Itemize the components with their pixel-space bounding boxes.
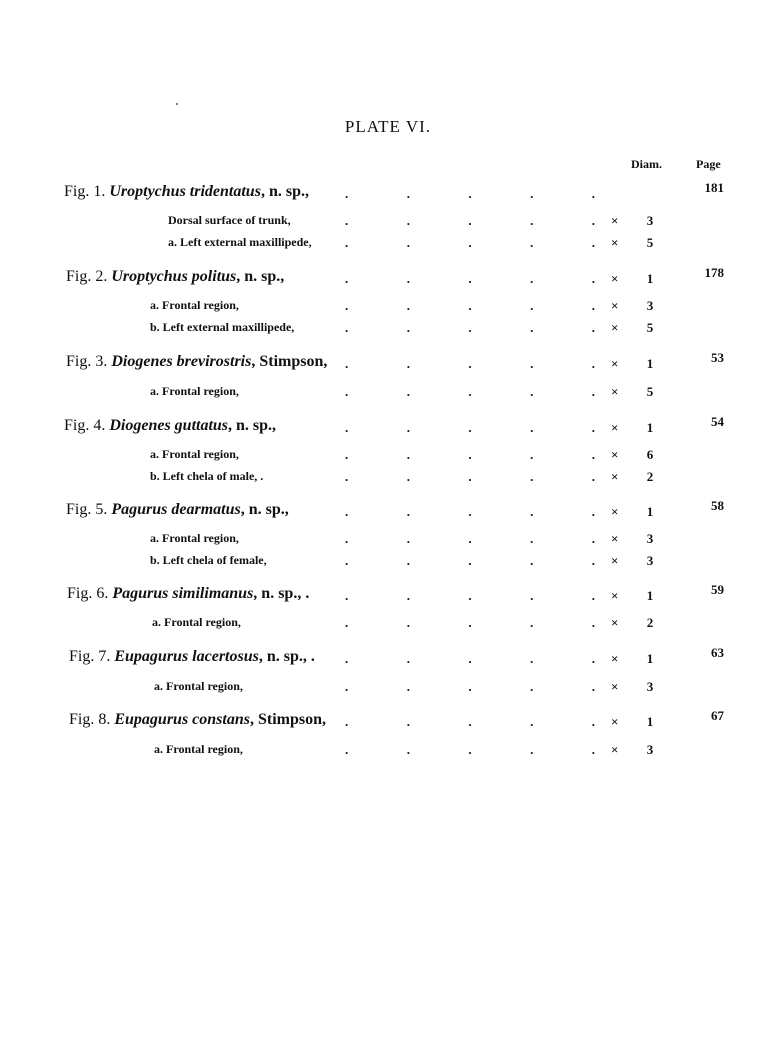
leader-dots [345,651,595,667]
times-symbol: × [611,213,619,228]
leader-dot: . [591,271,595,286]
leader-dots [345,213,595,229]
diameter-value: 6 [646,447,654,462]
leader-dot: . [530,186,534,201]
figure-label [69,648,315,666]
leader-dot: . [530,615,534,630]
times-symbol: × [611,320,619,335]
leader-dots [345,504,595,520]
figure-number: Fig. 6. [67,585,109,602]
leader-dots [345,679,595,695]
page-number: 67 [711,708,724,723]
leader-dots [345,235,595,251]
leader-dot: . [591,651,595,666]
leader-dot: . [530,235,534,250]
leader-dot: . [345,714,349,729]
plate-title: PLATE VI. [344,117,432,136]
times-symbol: × [611,553,619,568]
diameter-value: 5 [646,320,654,335]
leader-dot: . [406,298,410,313]
species-author: , n. sp., [260,183,309,200]
times-symbol: × [611,615,619,630]
page-speck [176,103,178,105]
leader-dot: . [591,615,595,630]
species-author: , n. sp., [228,417,277,434]
leader-dot: . [468,504,472,519]
figure-number: Fig. 1. [64,183,106,200]
species-author: , n. sp., [236,268,285,285]
leader-dot: . [406,235,410,250]
diameter-value: 3 [646,298,654,313]
leader-dot: . [345,588,349,603]
leader-dot: . [406,469,410,484]
subfigure-row [0,553,776,575]
leader-dot: . [468,356,472,371]
subfigure-row [0,235,776,257]
figure-number: Fig. 4. [64,417,106,434]
species-author: , Stimpson, [249,711,326,728]
times-symbol: × [611,588,619,603]
leader-dot: . [468,553,472,568]
leader-dot: . [345,356,349,371]
leader-dot: . [406,447,410,462]
subfigure-label: b. Left chela of male, . [150,469,264,483]
leader-dot: . [591,213,595,228]
times-symbol: × [611,531,619,546]
leader-dot: . [406,320,410,335]
species-name: Eupagurus lacertosus [114,648,259,665]
leader-dot: . [591,384,595,399]
leader-dot: . [406,213,410,228]
leader-dot: . [591,531,595,546]
figure-row [0,414,776,442]
leader-dots [345,469,595,485]
figure-row [0,708,776,736]
leader-dots [345,553,595,569]
figure-label [64,183,309,201]
leader-dot: . [345,615,349,630]
diameter-value: 3 [646,742,654,757]
subfigure-row [0,384,776,406]
leader-dot: . [406,651,410,666]
species-name: Uroptychus tridentatus [109,183,261,200]
leader-dot: . [530,271,534,286]
leader-dot: . [406,679,410,694]
figure-row [0,645,776,673]
leader-dots [345,186,595,202]
leader-dot: . [468,651,472,666]
leader-dot: . [406,356,410,371]
leader-dot: . [345,531,349,546]
leader-dots [345,320,595,336]
leader-dot: . [345,186,349,201]
species-author: , n. sp., [240,501,289,518]
diameter-value: 3 [646,213,654,228]
leader-dot: . [468,615,472,630]
subfigure-label: b. Left external maxillipede, [150,320,295,334]
leader-dot: . [530,588,534,603]
figure-row [0,265,776,293]
leader-dots [345,384,595,400]
leader-dot: . [406,531,410,546]
figure-number: Fig. 8. [69,711,111,728]
page-number: 58 [711,498,724,513]
species-name: Eupagurus constans [114,711,250,728]
leader-dot: . [345,384,349,399]
times-symbol: × [611,714,619,729]
leader-dot: . [591,504,595,519]
diameter-value: 1 [646,651,654,666]
diameter-value: 3 [646,679,654,694]
diameter-value: 1 [646,271,654,286]
leader-dot: . [345,271,349,286]
page-column-header: Page [696,157,721,171]
page-number: 53 [711,350,724,365]
diameter-value: 1 [646,504,654,519]
subfigure-row [0,615,776,637]
subfigure-label: a. Frontal region, [150,384,239,398]
leader-dot: . [591,588,595,603]
leader-dot: . [468,420,472,435]
leader-dot: . [468,679,472,694]
leader-dot: . [530,679,534,694]
leader-dot: . [591,714,595,729]
species-author: , n. sp., . [258,648,315,665]
species-name: Pagurus dearmatus [111,501,241,518]
figure-label [66,268,284,286]
leader-dot: . [406,384,410,399]
leader-dot: . [591,320,595,335]
leader-dot: . [406,588,410,603]
leader-dot: . [345,235,349,250]
figure-label [66,353,327,371]
leader-dot: . [530,531,534,546]
times-symbol: × [611,356,619,371]
leader-dot: . [530,504,534,519]
leader-dot: . [530,714,534,729]
leader-dots [345,588,595,604]
diameter-value: 3 [646,553,654,568]
figure-row [0,350,776,378]
leader-dot: . [468,320,472,335]
leader-dot: . [345,469,349,484]
leader-dot: . [345,553,349,568]
leader-dot: . [591,235,595,250]
subfigure-row [0,742,776,764]
leader-dot: . [591,356,595,371]
leader-dots [345,615,595,631]
diameter-value: 2 [646,469,654,484]
leader-dot: . [530,213,534,228]
subfigure-row [0,213,776,235]
subfigure-row [0,531,776,553]
leader-dot: . [468,714,472,729]
subfigure-label: b. Left chela of female, [150,553,267,567]
species-name: Pagurus similimanus [112,585,254,602]
diameter-value: 1 [646,588,654,603]
leader-dot: . [468,186,472,201]
leader-dot: . [406,615,410,630]
figure-row [0,498,776,526]
page-number: 178 [704,265,724,280]
leader-dots [345,531,595,547]
times-symbol: × [611,384,619,399]
figure-label [69,711,326,729]
leader-dots [345,420,595,436]
leader-dots [345,742,595,758]
subfigure-row [0,320,776,342]
species-name: Diogenes brevirostris [111,353,252,370]
leader-dot: . [468,384,472,399]
diameter-value: 1 [646,356,654,371]
subfigure-label: a. Frontal region, [152,615,241,629]
times-symbol: × [611,504,619,519]
times-symbol: × [611,298,619,313]
leader-dot: . [468,298,472,313]
subfigure-label: a. Frontal region, [150,531,239,545]
leader-dot: . [345,213,349,228]
diameter-value: 5 [646,384,654,399]
diameter-value: 3 [646,531,654,546]
leader-dot: . [530,742,534,757]
leader-dot: . [345,651,349,666]
leader-dot: . [468,447,472,462]
leader-dot: . [530,651,534,666]
times-symbol: × [611,420,619,435]
leader-dot: . [345,447,349,462]
leader-dot: . [468,213,472,228]
leader-dot: . [468,742,472,757]
figure-number: Fig. 3. [66,353,108,370]
diameter-value: 2 [646,615,654,630]
species-author: , n. sp., . [253,585,310,602]
leader-dot: . [591,186,595,201]
leader-dot: . [406,420,410,435]
leader-dot: . [468,271,472,286]
species-author: , Stimpson, [251,353,328,370]
figure-row [0,180,776,208]
subfigure-row [0,469,776,491]
times-symbol: × [611,469,619,484]
leader-dot: . [345,320,349,335]
subfigure-label: a. Left external maxillipede, [168,235,312,249]
subfigure-label: a. Frontal region, [150,447,239,461]
times-symbol: × [611,447,619,462]
leader-dot: . [591,553,595,568]
leader-dot: . [530,447,534,462]
leader-dot: . [591,298,595,313]
page-number: 59 [711,582,724,597]
leader-dot: . [345,742,349,757]
times-symbol: × [611,679,619,694]
leader-dot: . [345,504,349,519]
leader-dot: . [530,469,534,484]
leader-dot: . [591,447,595,462]
leader-dot: . [406,742,410,757]
leader-dot: . [345,679,349,694]
leader-dot: . [530,420,534,435]
leader-dot: . [406,553,410,568]
leader-dot: . [406,271,410,286]
leader-dot: . [530,356,534,371]
figure-number: Fig. 5. [66,501,108,518]
diam-column-header: Diam. [631,157,662,171]
species-name: Diogenes guttatus [109,417,229,434]
leader-dot: . [468,588,472,603]
leader-dot: . [591,742,595,757]
page-number: 63 [711,645,724,660]
subfigure-row [0,679,776,701]
figure-label [66,501,289,519]
leader-dot: . [345,298,349,313]
leader-dots [345,298,595,314]
leader-dot: . [468,531,472,546]
figure-row [0,582,776,610]
diameter-value: 5 [646,235,654,250]
leader-dots [345,271,595,287]
figure-number: Fig. 7. [69,648,111,665]
leader-dots [345,356,595,372]
times-symbol: × [611,651,619,666]
leader-dot: . [530,298,534,313]
page-number: 54 [711,414,724,429]
leader-dot: . [530,320,534,335]
subfigure-row [0,298,776,320]
leader-dots [345,714,595,730]
subfigure-label: a. Frontal region, [150,298,239,312]
times-symbol: × [611,271,619,286]
leader-dot: . [591,679,595,694]
leader-dots [345,447,595,463]
subfigure-row [0,447,776,469]
figure-label [64,417,276,435]
subfigure-label: a. Frontal region, [154,679,243,693]
figure-label [67,585,309,603]
subfigure-label: Dorsal surface of trunk, [168,213,291,227]
leader-dot: . [345,420,349,435]
diameter-value: 1 [646,420,654,435]
leader-dot: . [468,469,472,484]
leader-dot: . [591,420,595,435]
leader-dot: . [468,235,472,250]
leader-dot: . [530,553,534,568]
figure-number: Fig. 2. [66,268,108,285]
times-symbol: × [611,742,619,757]
times-symbol: × [611,235,619,250]
leader-dot: . [406,504,410,519]
diameter-value: 1 [646,714,654,729]
leader-dot: . [406,714,410,729]
subfigure-label: a. Frontal region, [154,742,243,756]
leader-dot: . [406,186,410,201]
species-name: Uroptychus politus [111,268,237,285]
leader-dot: . [591,469,595,484]
page-number: 181 [704,180,724,195]
leader-dot: . [530,384,534,399]
